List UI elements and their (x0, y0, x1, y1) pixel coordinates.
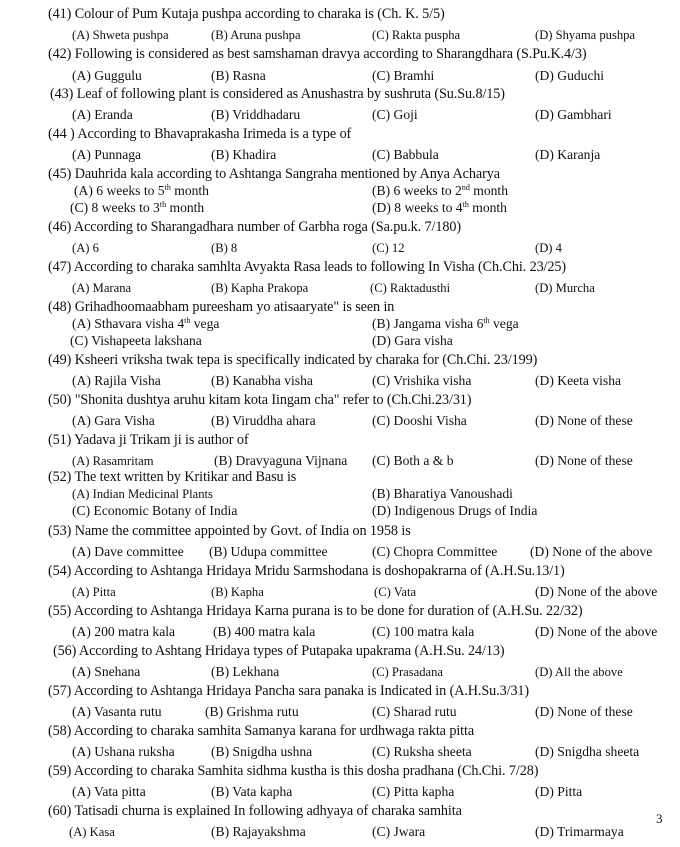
option-d: (D) Trimarmaya (535, 824, 624, 839)
option-d: (D) All the above (535, 665, 623, 679)
option-d: (D) None of the above (530, 544, 653, 559)
question-number: (57) (48, 683, 72, 699)
question-number: (56) (53, 643, 77, 659)
question-43 (50, 86, 505, 103)
question-number: (60) (48, 803, 72, 819)
question-text: Grihadhoomaabham pureesham yo atisaaryate" is seen in (74, 299, 395, 315)
ordinal-suffix: nd (461, 183, 470, 192)
option-b: (B) Khadira (211, 147, 277, 162)
question-52 (48, 469, 296, 486)
option-a (72, 316, 219, 332)
option-c: (C) Economic Botany of India (72, 503, 238, 518)
question-number: (54) (48, 563, 72, 579)
question-number: (45) (48, 166, 72, 182)
option-b: (B) Kanabha visha (211, 373, 313, 388)
option-d: (D) None of these (535, 453, 633, 468)
option-a: (A) Punnaga (72, 147, 142, 162)
option-b: (B) Kapha (211, 585, 264, 599)
option-c: (C) Goji (372, 107, 418, 122)
option-d: (D) None of the above (535, 624, 658, 639)
question-text: The text written by Kritikar and Basu is (74, 469, 297, 485)
question-text: Dauhrida kala according to Ashtanga Sangraha mentioned by Anya Acharya (74, 166, 500, 182)
question-text: According to Ashtang Hridaya types of Putapaka upakrama (A.H.Su. 24/13) (78, 643, 505, 659)
option-text: (B) Jangama visha 6 (372, 316, 484, 331)
option-b: (B) Rajayakshma (211, 824, 306, 839)
option-b (372, 183, 508, 199)
option-text: month (468, 200, 507, 215)
option-b: (B) 8 (211, 241, 238, 255)
option-text: (A) 6 weeks to 5 (74, 183, 165, 198)
option-c: (C) Rakta puspha (372, 28, 461, 42)
option-a: (A) Ushana ruksha (72, 744, 175, 759)
option-text: (A) Sthavara visha 4 (72, 316, 185, 331)
option-c: (C) Sharad rutu (372, 704, 457, 719)
question-text: Yadava ji Trikam ji is author of (74, 432, 249, 448)
option-text: (D) 8 weeks to 4 (372, 200, 463, 215)
question-text: Name the committee appointed by Govt. of India on 1958 is (74, 523, 411, 539)
question-59 (48, 763, 538, 780)
option-d: (D) None of these (535, 413, 633, 428)
option-c: (C) Chopra Committee (372, 544, 498, 559)
option-text: month (469, 183, 508, 198)
question-text: According to charaka samhlta Avyakta Rasa leads to following In Visha (Ch.Chi. 23/25) (73, 259, 567, 275)
ordinal-suffix: th (184, 316, 191, 325)
option-d: (D) Pitta (535, 784, 583, 799)
option-c: (C) Prasadana (372, 665, 443, 679)
option-a: (A) 200 matra kala (72, 624, 176, 639)
option-c: (C) Jwara (372, 824, 426, 839)
option-text: month (166, 200, 205, 215)
option-b: (B) Bharatiya Vanoushadi (372, 486, 513, 501)
question-number: (43) (50, 86, 74, 102)
question-41 (48, 6, 445, 23)
option-b: (B) 400 matra kala (213, 624, 316, 639)
option-a: (A) Dave committee (72, 544, 184, 559)
question-number: (52) (48, 469, 72, 485)
option-b: (B) Vriddhadaru (211, 107, 301, 122)
option-text: (C) 8 weeks to 3 (70, 200, 160, 215)
question-42 (48, 46, 587, 63)
question-text: Tatisadi churna is explained In following adhyaya of charaka samhita (74, 803, 462, 819)
option-c: (C) Babbula (372, 147, 439, 162)
question-number: (55) (48, 603, 72, 619)
option-a: (A) Marana (72, 281, 132, 295)
question-45 (48, 166, 500, 183)
question-text: According to charaka Samhita sidhma kustha is this dosha pradhana (Ch.Chi. 7/28) (73, 763, 539, 779)
option-b: (B) Udupa committee (209, 544, 328, 559)
option-a: (A) Indian Medicinal Plants (72, 487, 213, 501)
option-a: (A) Shweta pushpa (72, 28, 169, 42)
question-text: Following is considered as best samshaman dravya according to Sharangdhara (S.Pu.K.4/3) (74, 46, 587, 62)
question-number: (44 ) (48, 126, 75, 142)
option-b: (B) Lekhana (211, 664, 280, 679)
question-53 (48, 523, 411, 540)
option-c: (C) Raktadusthi (370, 281, 451, 295)
option-b: (B) Vata kapha (211, 784, 293, 799)
question-text: Ksheeri vriksha twak tepa is specifically indicated by charaka for (Ch.Chi. 23/199) (74, 352, 538, 368)
question-text: According to Ashtanga Hridaya Pancha sara panaka is Indicated in (A.H.Su.3/31) (73, 683, 530, 699)
option-c (70, 200, 204, 216)
question-55 (48, 603, 582, 620)
ordinal-suffix: th (462, 200, 469, 209)
question-text: According to Ashtanga Hridaya Karna purana is to be done for duration of (A.H.Su. 22/32) (73, 603, 583, 619)
option-d: (D) None of the above (535, 584, 658, 599)
option-b: (B) Viruddha ahara (211, 413, 316, 428)
option-d: (D) Guduchi (535, 68, 605, 83)
option-c: (C) Ruksha sheeta (372, 744, 472, 759)
option-b (372, 316, 519, 332)
question-57 (48, 683, 529, 700)
option-d (372, 200, 507, 216)
question-text: According to charaka samhita Samanya karana for urdhwaga rakta pitta (71, 723, 475, 739)
option-c: (C) Dooshi Visha (372, 413, 467, 428)
question-number: (46) (48, 219, 72, 235)
question-number: (42) (48, 46, 72, 62)
question-51 (48, 432, 248, 449)
option-a: (A) Rasamritam (72, 454, 154, 468)
question-50 (48, 392, 471, 409)
option-d: (D) Karanja (535, 147, 601, 162)
option-d: (D) Snigdha sheeta (535, 744, 640, 759)
question-56 (53, 643, 504, 660)
question-number: (48) (48, 299, 72, 315)
ordinal-suffix: th (164, 183, 171, 192)
option-a: (A) Vasanta rutu (72, 704, 162, 719)
option-c: (C) 12 (372, 241, 405, 255)
question-number: (53) (48, 523, 72, 539)
option-d: (D) Gambhari (535, 107, 612, 122)
question-60 (48, 803, 462, 820)
option-d: (D) 4 (535, 241, 562, 255)
option-c: (C) Vishapeeta lakshana (70, 333, 202, 348)
question-48 (48, 299, 394, 316)
option-a: (A) Pitta (72, 585, 116, 599)
option-b: (B) Snigdha ushna (211, 744, 313, 759)
option-b: (B) Grishma rutu (205, 704, 299, 719)
question-number: (49) (48, 352, 72, 368)
question-number: (59) (48, 763, 72, 779)
option-a (74, 183, 209, 199)
question-47 (48, 259, 566, 276)
option-text: month (170, 183, 209, 198)
question-text: Colour of Pum Kutaja pushpa according to charaka is (Ch. K. 5/5) (74, 6, 445, 22)
question-text: Leaf of following plant is considered as Anushastra by sushruta (Su.Su.8/15) (76, 86, 505, 102)
option-c: (C) Bramhi (372, 68, 435, 83)
option-text: (B) 6 weeks to 2 (372, 183, 462, 198)
option-c: (C) Both a & b (372, 453, 454, 468)
option-b: (B) Dravyaguna Vijnana (214, 453, 348, 468)
option-text: vega (190, 316, 220, 331)
option-d: (D) Indigenous Drugs of India (372, 503, 538, 518)
question-49 (48, 352, 537, 369)
option-d: (D) Keeta visha (535, 373, 622, 388)
ordinal-suffix: th (483, 316, 490, 325)
option-b: (B) Kapha Prakopa (211, 281, 309, 295)
question-number: (50) (48, 392, 72, 408)
question-number: (51) (48, 432, 72, 448)
option-c: (C) 100 matra kala (372, 624, 475, 639)
question-46 (48, 219, 461, 236)
option-a: (A) Vata pitta (72, 784, 146, 799)
option-a: (A) Snehana (72, 664, 141, 679)
option-c: (C) Vata (374, 585, 417, 599)
option-d: (D) Murcha (535, 281, 595, 295)
question-54 (48, 563, 565, 580)
question-text: According to Ashtanga Hridaya Mridu Sarmshodana is doshopakrarna of (A.H.Su.13/1) (73, 563, 565, 579)
page-number: 3 (656, 811, 663, 826)
question-number: (58) (48, 723, 72, 739)
question-text: "Shonita dushtya aruhu kitam kota Iingam cha" refer to (Ch.Chi.23/31) (74, 392, 472, 408)
option-d: (D) Shyama pushpa (535, 28, 636, 42)
option-a: (A) Rajila Visha (72, 373, 161, 388)
question-44 (48, 126, 351, 143)
option-a: (A) Guggulu (72, 68, 142, 83)
option-a: (A) Kasa (69, 825, 115, 839)
option-d: (D) Gara visha (372, 333, 453, 348)
option-b: (B) Rasna (211, 68, 266, 83)
question-text: According to Bhavaprakasha Irimeda is a type of (77, 126, 352, 142)
question-number: (41) (48, 6, 72, 22)
option-text: vega (489, 316, 519, 331)
question-number: (47) (48, 259, 72, 275)
ordinal-suffix: th (159, 200, 167, 209)
question-58 (48, 723, 474, 740)
option-b: (B) Aruna pushpa (211, 28, 301, 42)
question-text: According to Sharangadhara number of Garbha roga (Sa.pu.k. 7/180) (73, 219, 462, 235)
option-c: (C) Pitta kapha (372, 784, 455, 799)
option-a: (A) 6 (72, 241, 99, 255)
option-a: (A) Gara Visha (72, 413, 155, 428)
option-d: (D) None of these (535, 704, 633, 719)
option-a: (A) Eranda (72, 107, 133, 122)
option-c: (C) Vrishika visha (372, 373, 472, 388)
